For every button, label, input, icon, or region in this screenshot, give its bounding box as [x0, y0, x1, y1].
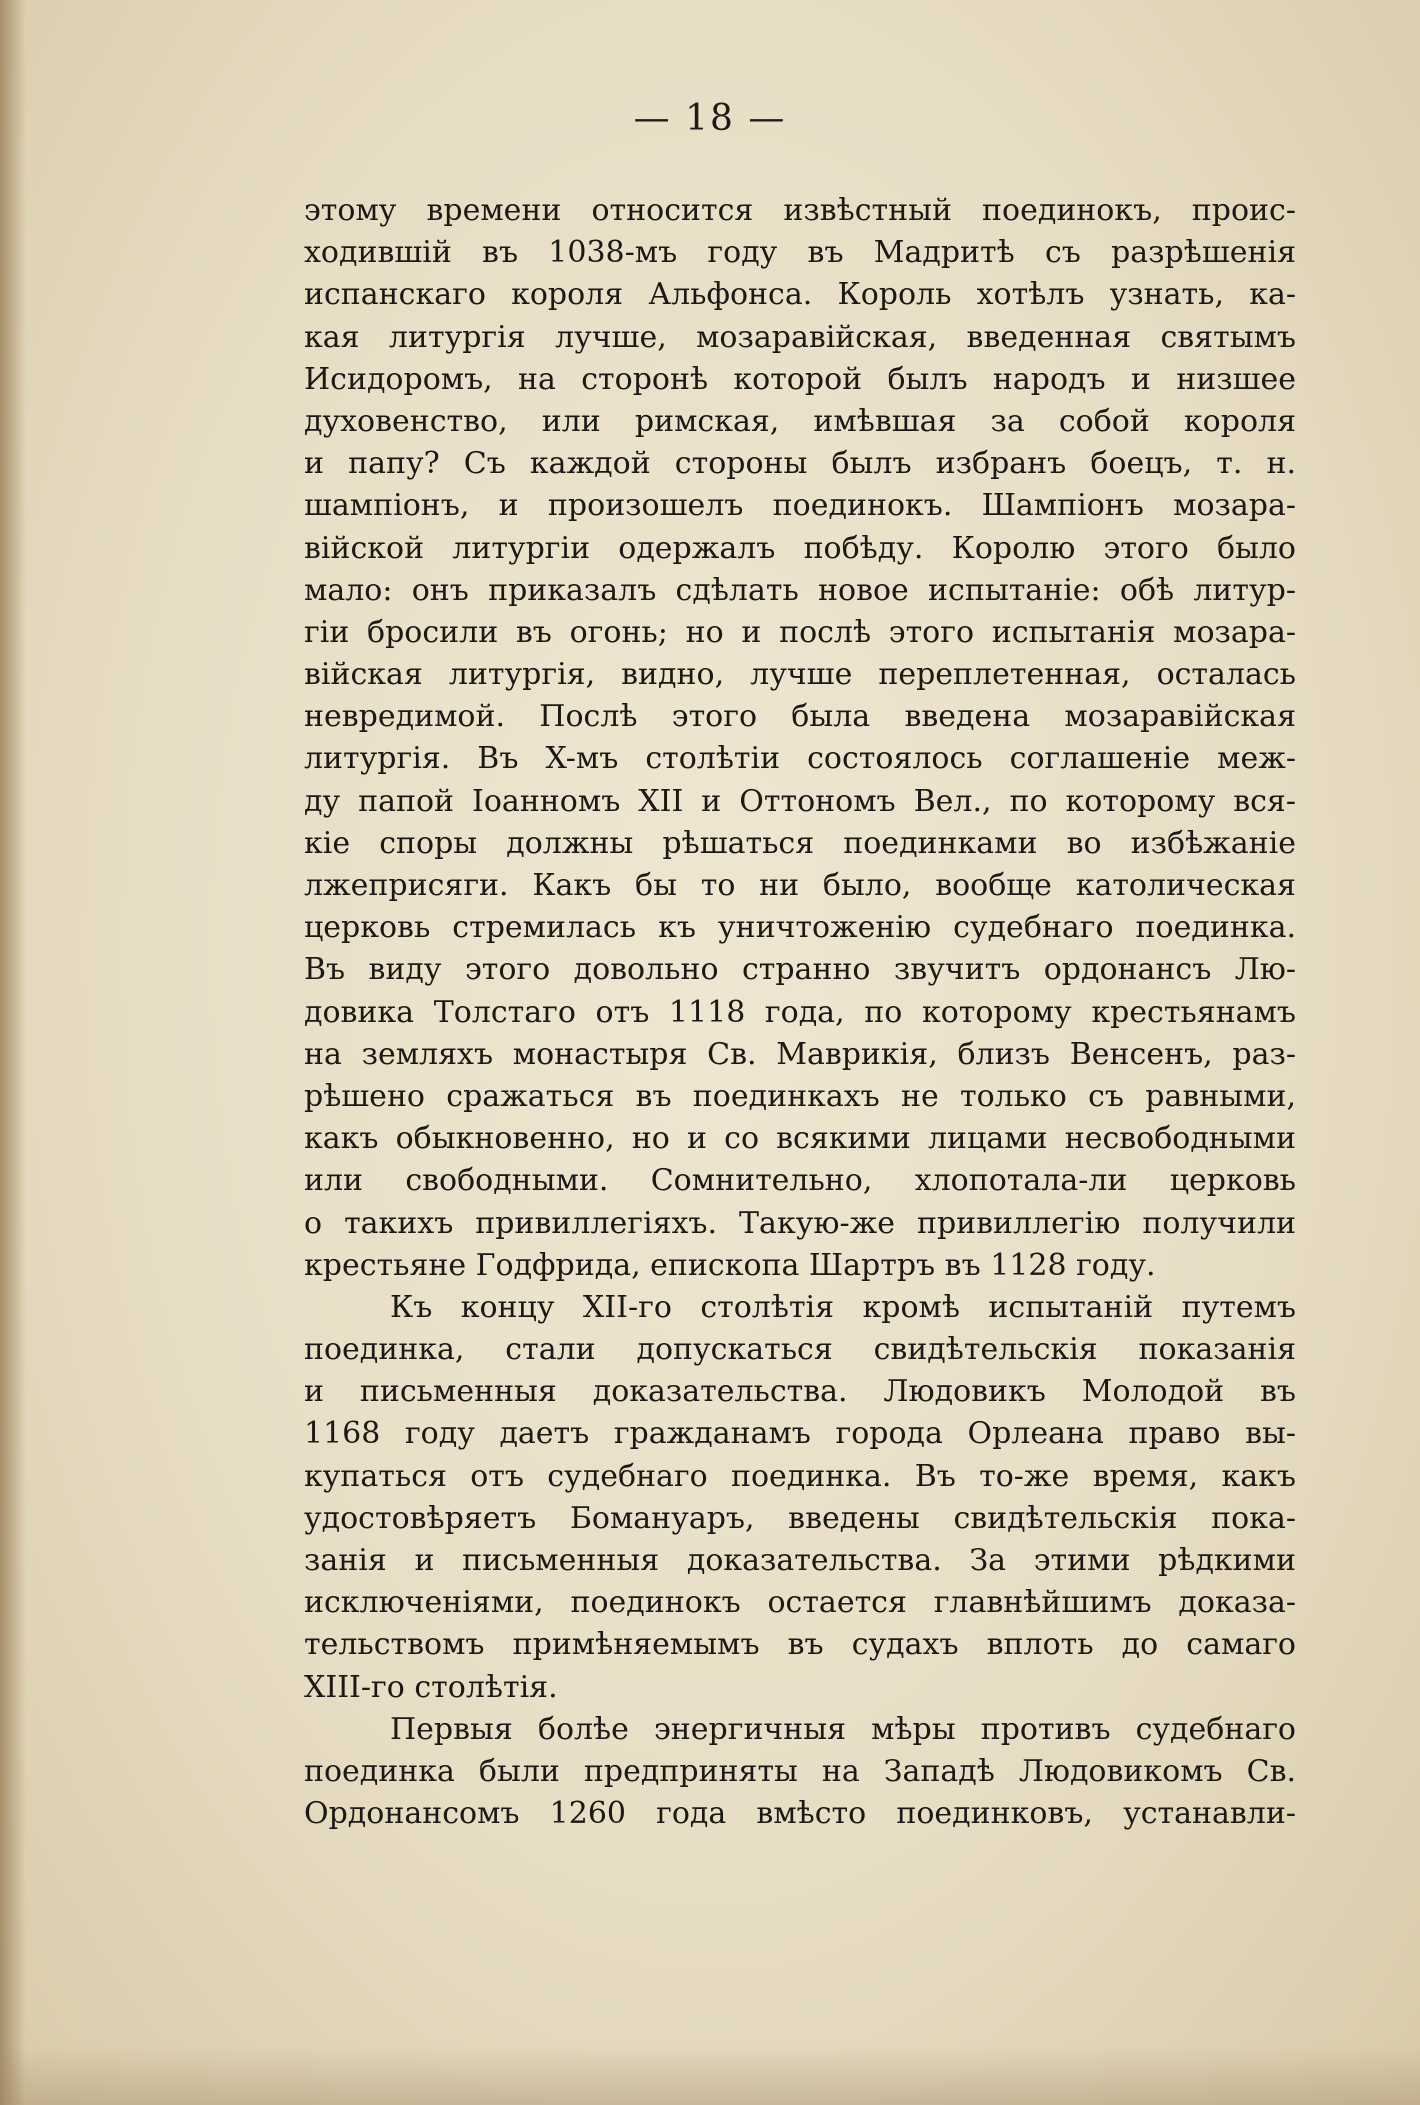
text-line: крестьяне Годфрида, епископа Шартръ въ 1128 году. — [304, 1247, 1156, 1283]
text-line: какъ обыкновенно, но и со всякими лицами несвободными — [304, 1121, 1296, 1157]
text-line: 1168 году даетъ гражданамъ города Орлеана право вы- — [304, 1416, 1296, 1452]
text-line: и письменныя доказательства. Людовикъ Молодой въ — [304, 1374, 1296, 1410]
paragraph-1 — [304, 190, 1296, 1287]
text-line: тельствомъ примѣняемымъ въ судахъ вплоть до самаго — [304, 1627, 1296, 1663]
page-number: — 18 — — [633, 98, 787, 139]
text-line: війская литургія, видно, лучше переплетенная, осталась — [304, 657, 1296, 693]
text-line: мало: онъ приказалъ сдѣлать новое испытаніе: обѣ литур- — [304, 572, 1296, 608]
text-line: гіи бросили въ огонь; но и послѣ этого испытанія мозара- — [304, 614, 1296, 650]
text-line: литургія. Въ X-мъ столѣтіи состоялось соглашеніе меж- — [304, 741, 1296, 777]
text-line: ду папой Іоанномъ XII и Оттономъ Вел., по которому вся- — [304, 783, 1296, 819]
text-line: кая литургія лучше, мозаравійская, введенная святымъ — [304, 319, 1296, 355]
text-line: лжеприсяги. Какъ бы то ни было, вообще католическая — [304, 868, 1296, 903]
text-line: и папу? Съ каждой стороны былъ избранъ боецъ, т. н. — [304, 446, 1296, 482]
paragraph-3 — [304, 1709, 1296, 1836]
text-line: занія и письменныя доказательства. За этими рѣдкими — [304, 1543, 1296, 1578]
text-line: или свободными. Сомнительно, хлопотала-ли церковь — [304, 1163, 1296, 1199]
text-line: Въ виду этого довольно странно звучитъ ордонансъ Лю- — [304, 952, 1296, 988]
text-line: о такихъ привиллегіяхъ. Такую-же привиллегію получили — [304, 1205, 1296, 1241]
text-line: Ордонансомъ 1260 года вмѣсто поединковъ, устанавли- — [304, 1796, 1296, 1832]
text-line: кіе споры должны рѣшаться поединками во избѣжаніе — [304, 825, 1296, 861]
text-line: Къ концу XII-го столѣтія кромѣ испытаній путемъ — [390, 1289, 1296, 1325]
paragraph-2 — [304, 1287, 1296, 1709]
text-line: церковь стремилась къ уничтоженію судебнаго поединка. — [304, 910, 1296, 946]
text-line: довика Толстаго отъ 1118 года, по которому крестьянамъ — [304, 994, 1296, 1030]
text-line: ходившій въ 1038-мъ году въ Мадритѣ съ разрѣшенія — [304, 235, 1296, 271]
text-line: поединка, стали допускаться свидѣтельскія показанія — [304, 1332, 1296, 1368]
text-line: поединка были предприняты на Западѣ Людовикомъ Св. — [304, 1753, 1296, 1789]
text-line: духовенство, или римская, имѣвшая за собой короля — [304, 403, 1296, 439]
text-line: невредимой. Послѣ этого была введена мозаравійская — [304, 699, 1296, 735]
text-line: війской литургіи одержалъ побѣду. Королю этого было — [304, 530, 1296, 566]
text-line: исключеніями, поединокъ остается главнѣйшимъ доказа- — [304, 1585, 1296, 1621]
text-line: рѣшено сражаться въ поединкахъ не только съ равными, — [304, 1078, 1296, 1114]
text-line: купаться отъ судебнаго поединка. Въ то-же время, какъ — [304, 1458, 1296, 1494]
text-line: этому времени относится извѣстный поединокъ, проис- — [304, 193, 1296, 228]
body-text — [304, 190, 1296, 1835]
text-line: XIII-го столѣтія. — [304, 1669, 558, 1705]
text-line: Исидоромъ, на сторонѣ которой былъ народъ и низшее — [304, 361, 1296, 397]
text-line: удостовѣряетъ Бомануаръ, введены свидѣтельскія пока- — [304, 1500, 1296, 1536]
text-line: на земляхъ монастыря Св. Маврикія, близъ Венсенъ, раз- — [304, 1036, 1296, 1072]
text-line: Первыя болѣе энергичныя мѣры противъ судебнаго — [390, 1711, 1296, 1747]
text-line: испанскаго короля Альфонса. Король хотѣлъ узнать, ка- — [304, 277, 1296, 313]
text-line: шампіонъ, и произошелъ поединокъ. Шампіонъ мозара- — [304, 488, 1296, 524]
